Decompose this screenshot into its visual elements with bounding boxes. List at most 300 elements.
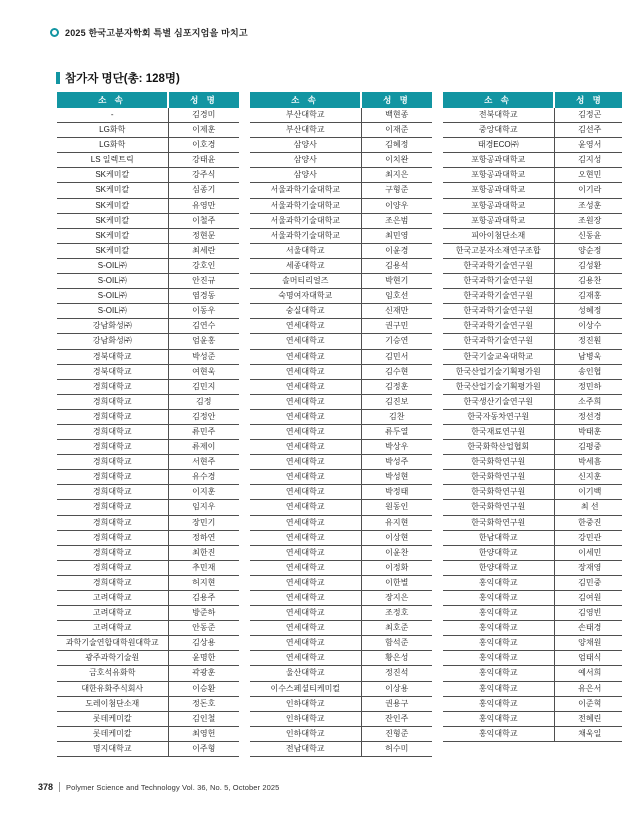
table-row bbox=[443, 666, 622, 681]
affiliation-cell: 경희대학교 bbox=[57, 379, 168, 394]
name-cell: 김정훈 bbox=[361, 379, 432, 394]
name-cell: 정현문 bbox=[168, 228, 239, 243]
name-cell: 김민중 bbox=[554, 575, 622, 590]
affiliation-cell: 홍익대학교 bbox=[443, 651, 554, 666]
affiliation-cell: 고려대학교 bbox=[57, 621, 168, 636]
name-cell: 이준혁 bbox=[554, 696, 622, 711]
table-row bbox=[250, 726, 432, 741]
table-row bbox=[443, 349, 622, 364]
name-header: 성 명 bbox=[554, 92, 622, 108]
table-row bbox=[57, 636, 239, 651]
affiliation-header: 소 속 bbox=[250, 92, 361, 108]
name-cell: 이지훈 bbox=[168, 485, 239, 500]
table-row bbox=[250, 651, 432, 666]
table-row bbox=[443, 575, 622, 590]
table-row bbox=[250, 153, 432, 168]
page-number: 378 bbox=[38, 782, 54, 792]
table-row bbox=[443, 409, 622, 424]
name-cell: 오현민 bbox=[554, 168, 622, 183]
affiliation-cell: 홍익대학교 bbox=[443, 681, 554, 696]
name-cell: 김정안 bbox=[168, 409, 239, 424]
table-row bbox=[250, 213, 432, 228]
name-cell: 박정태 bbox=[361, 485, 432, 500]
name-cell: 이상현 bbox=[361, 530, 432, 545]
affiliation-cell: 연세대학교 bbox=[250, 470, 361, 485]
name-cell: 채욱일 bbox=[554, 726, 622, 741]
table-row bbox=[57, 666, 239, 681]
name-cell: 류두열 bbox=[361, 424, 432, 439]
name-cell: 양채원 bbox=[554, 636, 622, 651]
name-cell: 유지현 bbox=[361, 515, 432, 530]
name-header: 성 명 bbox=[168, 92, 239, 108]
affiliation-cell: 세종대학교 bbox=[250, 258, 361, 273]
affiliation-cell: S-OIL㈜ bbox=[57, 274, 168, 289]
affiliation-cell: 서울과학기술대학교 bbox=[250, 183, 361, 198]
affiliation-cell: 피아이첨단소재 bbox=[443, 228, 554, 243]
name-cell: 윤명한 bbox=[168, 651, 239, 666]
affiliation-cell: 롯데케미칼 bbox=[57, 711, 168, 726]
name-cell: 장민기 bbox=[168, 515, 239, 530]
affiliation-cell: - bbox=[57, 108, 168, 123]
table-row bbox=[250, 274, 432, 289]
affiliation-cell: 한국고분자소재연구조합 bbox=[443, 243, 554, 258]
name-cell: 권용구 bbox=[361, 696, 432, 711]
affiliation-cell: 한국과학기술연구원 bbox=[443, 289, 554, 304]
name-cell: 이동우 bbox=[168, 304, 239, 319]
table-row bbox=[57, 274, 239, 289]
name-cell: 백현종 bbox=[361, 108, 432, 123]
table-row bbox=[250, 334, 432, 349]
name-cell: 이기백 bbox=[554, 485, 622, 500]
affiliation-cell: 경희대학교 bbox=[57, 470, 168, 485]
affiliation-header: 소 속 bbox=[57, 92, 168, 108]
table-row bbox=[443, 138, 622, 153]
table-row bbox=[57, 334, 239, 349]
table-row bbox=[443, 500, 622, 515]
table-row bbox=[443, 621, 622, 636]
table-row bbox=[250, 138, 432, 153]
name-cell: 박현기 bbox=[361, 274, 432, 289]
table-row bbox=[443, 213, 622, 228]
table-row bbox=[250, 409, 432, 424]
name-cell: 이제훈 bbox=[168, 123, 239, 138]
name-cell: 이철주 bbox=[168, 213, 239, 228]
affiliation-cell: 삼양사 bbox=[250, 153, 361, 168]
affiliation-cell: 경희대학교 bbox=[57, 530, 168, 545]
table-row bbox=[57, 289, 239, 304]
name-cell: 신지훈 bbox=[554, 470, 622, 485]
affiliation-cell: 한국과학기술연구원 bbox=[443, 334, 554, 349]
affiliation-cell: 연세대학교 bbox=[250, 575, 361, 590]
name-cell: 최영헌 bbox=[168, 726, 239, 741]
table-row bbox=[250, 349, 432, 364]
table-row bbox=[57, 560, 239, 575]
name-cell: 방준하 bbox=[168, 606, 239, 621]
name-cell: 최 선 bbox=[554, 500, 622, 515]
affiliation-cell: 연세대학교 bbox=[250, 424, 361, 439]
name-cell: 황은성 bbox=[361, 651, 432, 666]
affiliation-cell: 포항공과대학교 bbox=[443, 183, 554, 198]
name-cell: 유은서 bbox=[554, 681, 622, 696]
name-cell: 김용찬 bbox=[554, 274, 622, 289]
affiliation-cell: SK케미칼 bbox=[57, 183, 168, 198]
affiliation-cell: 한국과학기술연구원 bbox=[443, 258, 554, 273]
table-row bbox=[443, 304, 622, 319]
name-cell: 최세란 bbox=[168, 243, 239, 258]
name-cell: 김영빈 bbox=[554, 606, 622, 621]
affiliation-cell: 도레이첨단소재 bbox=[57, 696, 168, 711]
table-row bbox=[250, 228, 432, 243]
affiliation-header: 소 속 bbox=[443, 92, 554, 108]
name-cell: 정진훤 bbox=[554, 334, 622, 349]
name-cell: 김혜정 bbox=[361, 138, 432, 153]
page-footer bbox=[38, 782, 279, 792]
affiliation-cell: 한국자동차연구원 bbox=[443, 409, 554, 424]
name-cell: 박상우 bbox=[361, 440, 432, 455]
name-cell: 이주형 bbox=[168, 741, 239, 756]
name-cell: 박태훈 bbox=[554, 424, 622, 439]
table-row bbox=[443, 636, 622, 651]
table-header-row bbox=[250, 92, 432, 108]
name-cell: 이상수 bbox=[554, 319, 622, 334]
affiliation-cell: 태경ECO㈜ bbox=[443, 138, 554, 153]
affiliation-cell: 홍익대학교 bbox=[443, 711, 554, 726]
participant-table-3 bbox=[443, 92, 622, 742]
name-cell: 유수경 bbox=[168, 470, 239, 485]
table-row bbox=[443, 108, 622, 123]
affiliation-cell: 명지대학교 bbox=[57, 741, 168, 756]
name-cell: 정진석 bbox=[361, 666, 432, 681]
table-row bbox=[443, 334, 622, 349]
affiliation-cell: 대한유화주식회사 bbox=[57, 681, 168, 696]
name-cell: 김지성 bbox=[554, 153, 622, 168]
affiliation-cell: 부산대학교 bbox=[250, 123, 361, 138]
section-title-text: 참가자 명단(총: 128명) bbox=[65, 73, 180, 85]
affiliation-cell: 인하대학교 bbox=[250, 711, 361, 726]
name-cell: 원동인 bbox=[361, 500, 432, 515]
affiliation-cell: 강남화성㈜ bbox=[57, 334, 168, 349]
table-row bbox=[250, 741, 432, 756]
name-cell: 박성현 bbox=[361, 470, 432, 485]
affiliation-cell: 경희대학교 bbox=[57, 560, 168, 575]
name-cell: 강호인 bbox=[168, 258, 239, 273]
table-row bbox=[57, 183, 239, 198]
name-cell: 함석준 bbox=[361, 636, 432, 651]
table-row bbox=[250, 606, 432, 621]
name-cell: 이상용 bbox=[361, 681, 432, 696]
affiliation-cell: 광주과학기술원 bbox=[57, 651, 168, 666]
name-cell: 정돈호 bbox=[168, 696, 239, 711]
affiliation-cell: 홍익대학교 bbox=[443, 696, 554, 711]
name-cell: 이치완 bbox=[361, 153, 432, 168]
affiliation-cell: 포항공과대학교 bbox=[443, 168, 554, 183]
affiliation-cell: 전북대학교 bbox=[443, 108, 554, 123]
affiliation-cell: 홍익대학교 bbox=[443, 621, 554, 636]
affiliation-cell: 연세대학교 bbox=[250, 334, 361, 349]
table-row bbox=[57, 621, 239, 636]
affiliation-cell: 한국과학기술연구원 bbox=[443, 274, 554, 289]
table-row bbox=[250, 696, 432, 711]
name-cell: 기승연 bbox=[361, 334, 432, 349]
table-row bbox=[57, 138, 239, 153]
affiliation-cell: 한국화학연구원 bbox=[443, 470, 554, 485]
table-row bbox=[57, 651, 239, 666]
affiliation-cell: 연세대학교 bbox=[250, 530, 361, 545]
name-cell: 소주희 bbox=[554, 394, 622, 409]
table-row bbox=[250, 560, 432, 575]
affiliation-cell: 연세대학교 bbox=[250, 485, 361, 500]
table-row bbox=[443, 228, 622, 243]
name-cell: 류제이 bbox=[168, 440, 239, 455]
affiliation-cell: 한국과학기술연구원 bbox=[443, 319, 554, 334]
affiliation-cell: 인하대학교 bbox=[250, 696, 361, 711]
table-row bbox=[443, 470, 622, 485]
table-row bbox=[57, 168, 239, 183]
name-cell: 강민관 bbox=[554, 530, 622, 545]
name-cell: 이기라 bbox=[554, 183, 622, 198]
name-cell: 진형준 bbox=[361, 726, 432, 741]
table-row bbox=[250, 485, 432, 500]
table-row bbox=[443, 243, 622, 258]
name-cell: 조정호 bbox=[361, 606, 432, 621]
table-row bbox=[443, 394, 622, 409]
table-row bbox=[443, 183, 622, 198]
affiliation-cell: 연세대학교 bbox=[250, 560, 361, 575]
affiliation-cell: 포항공과대학교 bbox=[443, 198, 554, 213]
table-row bbox=[57, 440, 239, 455]
table-row bbox=[443, 696, 622, 711]
name-cell: 잔인주 bbox=[361, 711, 432, 726]
affiliation-cell: 홍익대학교 bbox=[443, 591, 554, 606]
affiliation-cell: 전남대학교 bbox=[250, 741, 361, 756]
table-row bbox=[57, 711, 239, 726]
name-cell: 최지은 bbox=[361, 168, 432, 183]
table-row bbox=[443, 424, 622, 439]
table-row bbox=[443, 726, 622, 741]
table-row bbox=[57, 394, 239, 409]
table-header-row bbox=[443, 92, 622, 108]
name-cell: 엄태식 bbox=[554, 651, 622, 666]
table-row bbox=[443, 515, 622, 530]
affiliation-cell: 연세대학교 bbox=[250, 379, 361, 394]
table-row bbox=[57, 379, 239, 394]
affiliation-cell: SK케미칼 bbox=[57, 228, 168, 243]
affiliation-cell: LG화학 bbox=[57, 123, 168, 138]
affiliation-cell: 인하대학교 bbox=[250, 726, 361, 741]
table-row bbox=[250, 183, 432, 198]
name-cell: 정민하 bbox=[554, 379, 622, 394]
table-header-row bbox=[57, 92, 239, 108]
name-cell: 김정곤 bbox=[554, 108, 622, 123]
table-row bbox=[443, 258, 622, 273]
table-row bbox=[250, 168, 432, 183]
table-row bbox=[250, 364, 432, 379]
name-cell: 이호경 bbox=[168, 138, 239, 153]
affiliation-cell: 연세대학교 bbox=[250, 319, 361, 334]
participant-table-1 bbox=[57, 92, 239, 757]
table-row bbox=[250, 440, 432, 455]
affiliation-cell: 홍익대학교 bbox=[443, 606, 554, 621]
affiliation-cell: 강남화성㈜ bbox=[57, 319, 168, 334]
affiliation-cell: 중앙대학교 bbox=[443, 123, 554, 138]
table-row bbox=[443, 545, 622, 560]
table-row bbox=[57, 530, 239, 545]
affiliation-cell: LS 일렉트릭 bbox=[57, 153, 168, 168]
name-cell: 윤영서 bbox=[554, 138, 622, 153]
affiliation-cell: 삼양사 bbox=[250, 168, 361, 183]
affiliation-cell: 한국화학연구원 bbox=[443, 485, 554, 500]
table-row bbox=[250, 304, 432, 319]
name-cell: 김용주 bbox=[168, 591, 239, 606]
bullet-ring-icon bbox=[50, 28, 59, 37]
affiliation-cell: 연세대학교 bbox=[250, 515, 361, 530]
affiliation-cell: 경희대학교 bbox=[57, 500, 168, 515]
affiliation-cell: 경희대학교 bbox=[57, 515, 168, 530]
affiliation-cell: 연세대학교 bbox=[250, 651, 361, 666]
affiliation-cell: 롯데케미칼 bbox=[57, 726, 168, 741]
affiliation-cell: 연세대학교 bbox=[250, 394, 361, 409]
affiliation-cell: 경희대학교 bbox=[57, 394, 168, 409]
table-row bbox=[250, 258, 432, 273]
table-row bbox=[443, 681, 622, 696]
name-cell: 이한별 bbox=[361, 575, 432, 590]
name-cell: 김민서 bbox=[361, 349, 432, 364]
table-row bbox=[57, 485, 239, 500]
affiliation-cell: 경북대학교 bbox=[57, 349, 168, 364]
affiliation-cell: 한국재료연구원 bbox=[443, 424, 554, 439]
title-accent-bar bbox=[56, 72, 60, 84]
table-row bbox=[57, 545, 239, 560]
name-cell: 강태윤 bbox=[168, 153, 239, 168]
affiliation-cell: LG화학 bbox=[57, 138, 168, 153]
table-row bbox=[57, 455, 239, 470]
name-cell: 박성준 bbox=[168, 349, 239, 364]
name-cell: 김선주 bbox=[554, 123, 622, 138]
table-row bbox=[57, 726, 239, 741]
name-cell: 허수미 bbox=[361, 741, 432, 756]
table-row bbox=[57, 213, 239, 228]
name-cell: 여현욱 bbox=[168, 364, 239, 379]
table-row bbox=[250, 198, 432, 213]
name-cell: 이재준 bbox=[361, 123, 432, 138]
table-row bbox=[250, 591, 432, 606]
name-cell: 손태경 bbox=[554, 621, 622, 636]
name-cell: 김연수 bbox=[168, 319, 239, 334]
table-row bbox=[443, 560, 622, 575]
affiliation-cell: 홍익대학교 bbox=[443, 636, 554, 651]
name-cell: 정선경 bbox=[554, 409, 622, 424]
affiliation-cell: S-OIL㈜ bbox=[57, 289, 168, 304]
table-row bbox=[250, 711, 432, 726]
table-row bbox=[443, 591, 622, 606]
name-cell: 김진보 bbox=[361, 394, 432, 409]
table-row bbox=[250, 545, 432, 560]
affiliation-cell: 한국화학연구원 bbox=[443, 500, 554, 515]
affiliation-cell: 경희대학교 bbox=[57, 455, 168, 470]
table-row bbox=[57, 606, 239, 621]
affiliation-cell: 숭실대학교 bbox=[250, 304, 361, 319]
table-row bbox=[250, 243, 432, 258]
page-running-header bbox=[50, 26, 248, 39]
affiliation-cell: 포항공과대학교 bbox=[443, 213, 554, 228]
affiliation-cell: 홍익대학교 bbox=[443, 666, 554, 681]
affiliation-cell: 연세대학교 bbox=[250, 455, 361, 470]
name-cell: 이정화 bbox=[361, 560, 432, 575]
table-row bbox=[443, 153, 622, 168]
affiliation-cell: 부산대학교 bbox=[250, 108, 361, 123]
affiliation-cell: 연세대학교 bbox=[250, 349, 361, 364]
name-cell: 송인협 bbox=[554, 364, 622, 379]
name-cell: 김재홍 bbox=[554, 289, 622, 304]
name-cell: 김수현 bbox=[361, 364, 432, 379]
table-row bbox=[250, 500, 432, 515]
table-row bbox=[57, 153, 239, 168]
name-cell: 김상용 bbox=[168, 636, 239, 651]
affiliation-cell: 경희대학교 bbox=[57, 424, 168, 439]
affiliation-cell: 이수스페셜티케미컬 bbox=[250, 681, 361, 696]
section-title bbox=[56, 70, 180, 86]
name-cell: 이윤찬 bbox=[361, 545, 432, 560]
name-cell: 남병욱 bbox=[554, 349, 622, 364]
affiliation-cell: 고려대학교 bbox=[57, 591, 168, 606]
name-cell: 엄윤홍 bbox=[168, 334, 239, 349]
affiliation-cell: 서울대학교 bbox=[250, 243, 361, 258]
table-row bbox=[250, 319, 432, 334]
table-row bbox=[250, 289, 432, 304]
affiliation-cell: 연세대학교 bbox=[250, 636, 361, 651]
table-row bbox=[57, 424, 239, 439]
name-cell: 박성주 bbox=[361, 455, 432, 470]
table-row bbox=[250, 530, 432, 545]
name-cell: 허지현 bbox=[168, 575, 239, 590]
table-row bbox=[443, 289, 622, 304]
table-row bbox=[443, 123, 622, 138]
name-cell: 조원장 bbox=[554, 213, 622, 228]
table-row bbox=[57, 349, 239, 364]
name-cell: 전혜린 bbox=[554, 711, 622, 726]
affiliation-cell: 서울과학기술대학교 bbox=[250, 213, 361, 228]
affiliation-cell: 서울과학기술대학교 bbox=[250, 228, 361, 243]
table-row bbox=[443, 274, 622, 289]
participant-table-2 bbox=[250, 92, 432, 757]
name-cell: 장지은 bbox=[361, 591, 432, 606]
affiliation-cell: 연세대학교 bbox=[250, 621, 361, 636]
name-cell: 곽광훈 bbox=[168, 666, 239, 681]
table-row bbox=[57, 364, 239, 379]
name-cell: 이세민 bbox=[554, 545, 622, 560]
table-row bbox=[57, 108, 239, 123]
table-row bbox=[443, 455, 622, 470]
affiliation-cell: SK케미칼 bbox=[57, 198, 168, 213]
affiliation-cell: 한국화학연구원 bbox=[443, 455, 554, 470]
name-cell: 정하연 bbox=[168, 530, 239, 545]
name-cell: 임호선 bbox=[361, 289, 432, 304]
table-row bbox=[250, 470, 432, 485]
affiliation-cell: 홍익대학교 bbox=[443, 575, 554, 590]
table-row bbox=[57, 123, 239, 138]
affiliation-cell: 한양대학교 bbox=[443, 545, 554, 560]
table-row bbox=[57, 591, 239, 606]
name-cell: 최호준 bbox=[361, 621, 432, 636]
affiliation-cell: 한국산업기술기획평가원 bbox=[443, 379, 554, 394]
affiliation-cell: 솔머티리얼즈 bbox=[250, 274, 361, 289]
name-cell: 안동준 bbox=[168, 621, 239, 636]
name-cell: 염경동 bbox=[168, 289, 239, 304]
affiliation-cell: 경희대학교 bbox=[57, 545, 168, 560]
affiliation-cell: SK케미칼 bbox=[57, 213, 168, 228]
affiliation-cell: 한국산업기술기획평가원 bbox=[443, 364, 554, 379]
table-row bbox=[250, 666, 432, 681]
